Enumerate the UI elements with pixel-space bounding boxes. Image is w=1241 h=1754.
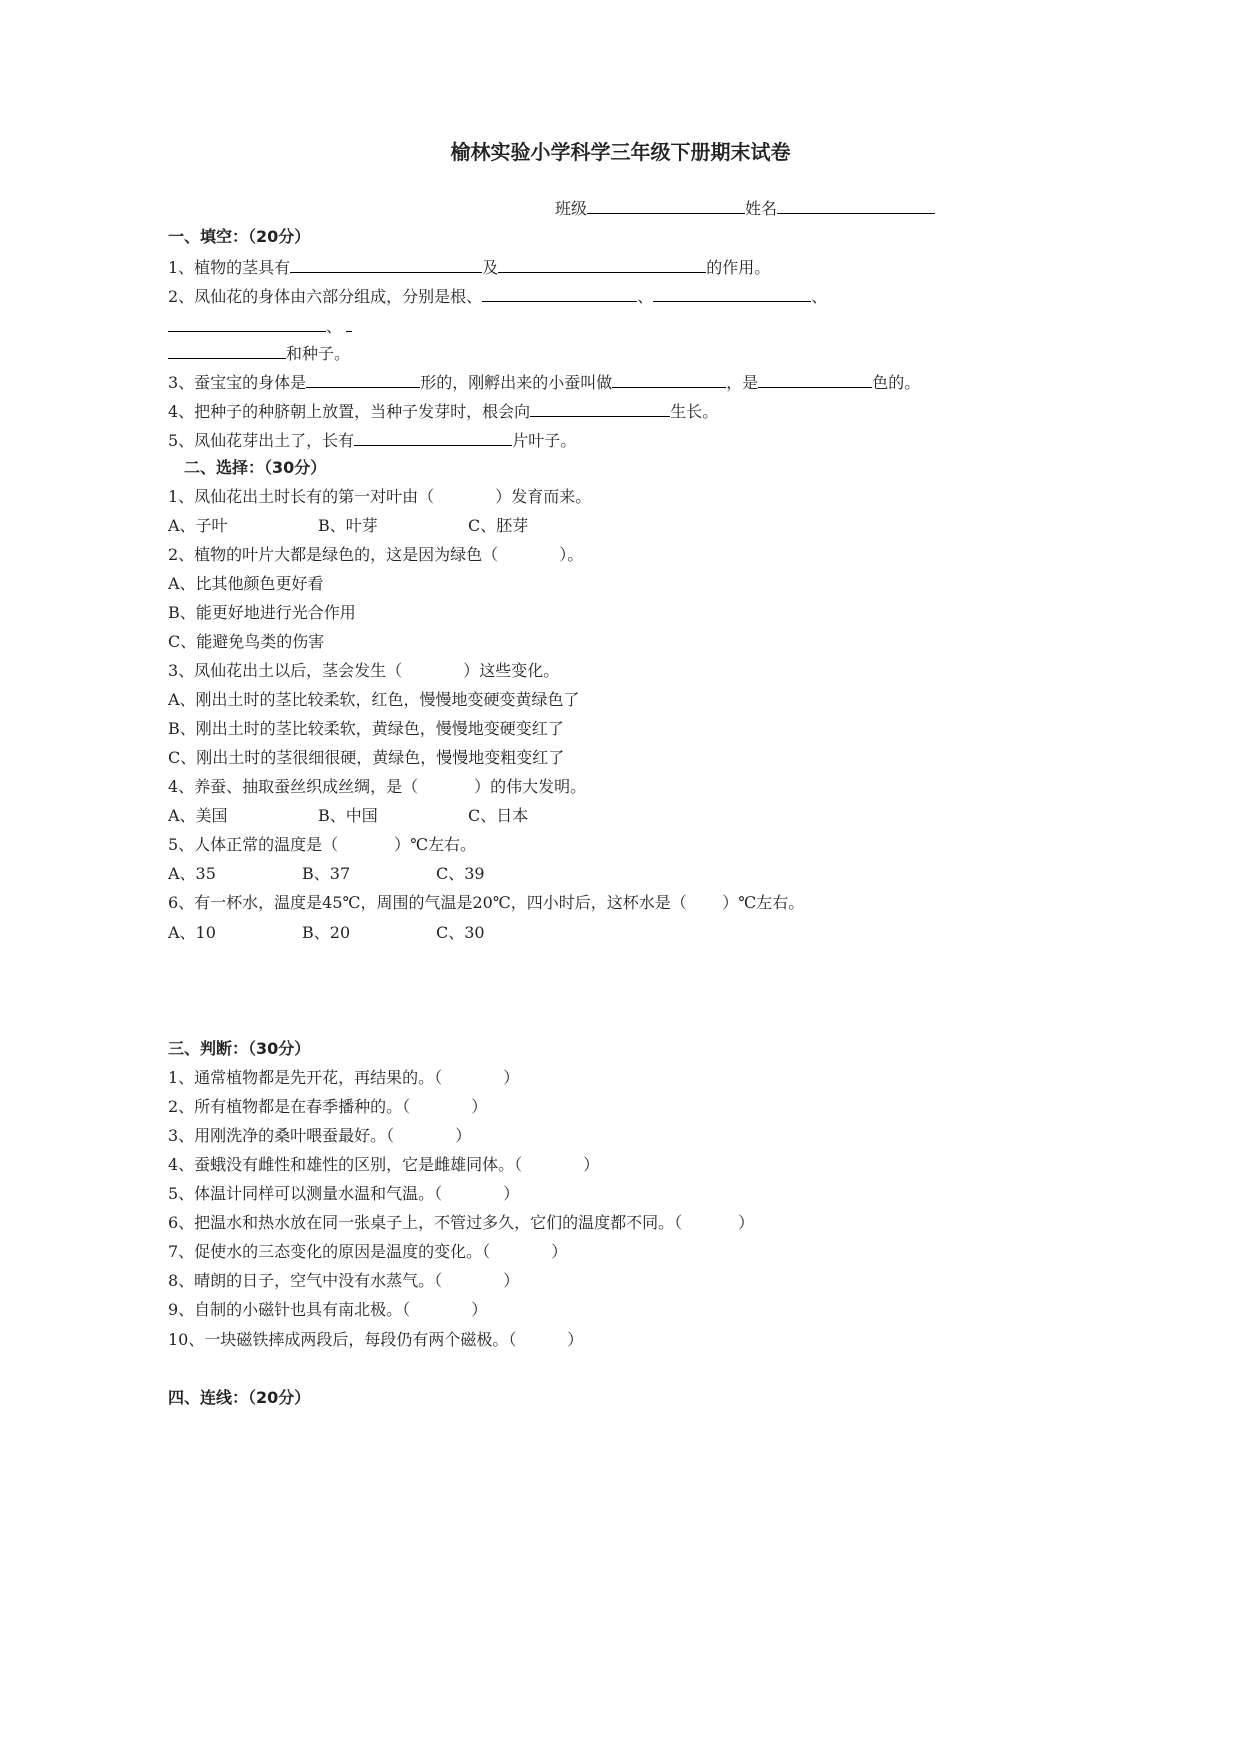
q-text: 3、蚕宝宝的身体是 bbox=[168, 373, 307, 392]
student-info bbox=[555, 197, 935, 219]
option-c[interactable]: C、能避免鸟类的伤害 bbox=[168, 632, 325, 651]
option-b[interactable]: B、刚出土时的茎比较柔软，黄绿色，慢慢地变硬变红了 bbox=[168, 719, 564, 738]
judge-item: 2、所有植物都是在春季播种的。（ ） bbox=[168, 1097, 488, 1116]
judge-item: 3、用刚洗净的桑叶喂蚕最好。（ ） bbox=[168, 1126, 472, 1145]
section-2-heading: 二、选择：（30分） bbox=[184, 458, 327, 477]
answer-blank[interactable] bbox=[653, 285, 811, 302]
option-c[interactable]: C、日本 bbox=[468, 806, 529, 825]
judge-item: 4、蚕蛾没有雌性和雄性的区别，它是雌雄同体。（ ） bbox=[168, 1155, 600, 1174]
judge-item: 7、促使水的三态变化的原因是温度的变化。（ ） bbox=[168, 1242, 568, 1261]
answer-blank[interactable] bbox=[530, 400, 670, 417]
answer-blank[interactable] bbox=[168, 342, 286, 359]
q-text: 5、凤仙花芽出土了，长有 bbox=[168, 431, 355, 450]
answer-blank[interactable] bbox=[758, 371, 872, 388]
option-a[interactable]: A、35 bbox=[168, 864, 216, 883]
option-b[interactable]: B、37 bbox=[302, 864, 351, 883]
fill-question-1 bbox=[168, 256, 770, 278]
name-label: 姓名 bbox=[745, 199, 778, 218]
fill-question-3 bbox=[168, 371, 920, 393]
q-text: 的作用。 bbox=[706, 258, 771, 277]
option-c[interactable]: C、胚芽 bbox=[468, 516, 529, 535]
q-text: 生长。 bbox=[670, 402, 719, 421]
answer-blank[interactable] bbox=[498, 256, 706, 273]
q-text: 色的。 bbox=[872, 373, 921, 392]
q-text: 形的，刚孵出来的小蚕叫做 bbox=[420, 373, 613, 392]
class-blank[interactable] bbox=[587, 197, 745, 214]
option-a[interactable]: A、10 bbox=[168, 923, 216, 942]
judge-item: 10、一块磁铁摔成两段后，每段仍有两个磁极。（ ） bbox=[168, 1330, 584, 1349]
option-b[interactable]: B、20 bbox=[302, 923, 351, 942]
option-a[interactable]: A、子叶 bbox=[168, 516, 228, 535]
fill-question-2-end bbox=[168, 342, 350, 364]
choice-question-1: 1、凤仙花出土时长有的第一对叶由（ ）发育而来。 bbox=[168, 487, 592, 506]
section-4-heading: 四、连线：（20分） bbox=[168, 1388, 311, 1407]
option-a[interactable]: A、美国 bbox=[168, 806, 228, 825]
judge-item: 5、体温计同样可以测量水温和气温。（ ） bbox=[168, 1184, 520, 1203]
answer-blank[interactable] bbox=[354, 429, 512, 446]
option-a[interactable]: A、比其他颜色更好看 bbox=[168, 574, 324, 593]
judge-item: 9、自制的小磁针也具有南北极。（ ） bbox=[168, 1300, 488, 1319]
answer-blank[interactable] bbox=[346, 315, 352, 332]
choice-question-4: 4、养蚕、抽取蚕丝织成丝绸，是（ ）的伟大发明。 bbox=[168, 777, 587, 796]
answer-blank[interactable] bbox=[482, 285, 637, 302]
q-text: 4、把种子的种脐朝上放置，当种子发芽时，根会向 bbox=[168, 402, 531, 421]
q-text: ，是 bbox=[726, 373, 759, 392]
choice-question-3: 3、凤仙花出土以后，茎会发生（ ）这些变化。 bbox=[168, 661, 560, 680]
choice-question-5: 5、人体正常的温度是（ ）℃左右。 bbox=[168, 835, 477, 854]
judge-item: 6、把温水和热水放在同一张桌子上，不管过多久，它们的温度都不同。（ ） bbox=[168, 1213, 755, 1232]
section-3-heading: 三、判断：（30分） bbox=[168, 1039, 311, 1058]
fill-question-2 bbox=[168, 285, 827, 307]
answer-blank[interactable] bbox=[612, 371, 726, 388]
judge-item: 8、晴朗的日子，空气中没有水蒸气。（ ） bbox=[168, 1271, 520, 1290]
choice-question-6: 6、有一杯水，温度是45℃，周围的气温是20℃，四小时后，这杯水是（ ）℃左右。 bbox=[168, 893, 805, 912]
option-b[interactable]: B、中国 bbox=[318, 806, 378, 825]
q-text: 及 bbox=[482, 258, 499, 277]
option-a[interactable]: A、刚出土时的茎比较柔软，红色，慢慢地变硬变黄绿色了 bbox=[168, 690, 580, 709]
name-blank[interactable] bbox=[777, 197, 935, 214]
q-text: 2、凤仙花的身体由六部分组成，分别是根、 bbox=[168, 287, 483, 306]
fill-question-2-cont bbox=[168, 315, 352, 337]
q-text: 1、植物的茎具有 bbox=[168, 258, 291, 277]
class-label: 班级 bbox=[555, 199, 588, 218]
judge-item: 1、通常植物都是先开花，再结果的。（ ） bbox=[168, 1068, 520, 1087]
section-1-heading: 一、填空：（20分） bbox=[168, 227, 311, 246]
fill-question-4 bbox=[168, 400, 718, 422]
option-c[interactable]: C、刚出土时的茎很细很硬，黄绿色，慢慢地变粗变红了 bbox=[168, 748, 565, 767]
q-text: 片叶子。 bbox=[512, 431, 577, 450]
option-c[interactable]: C、39 bbox=[436, 864, 485, 883]
choice-question-2: 2、植物的叶片大都是绿色的，这是因为绿色（ ）。 bbox=[168, 545, 584, 564]
q-text: 、 bbox=[637, 287, 654, 306]
option-b[interactable]: B、叶芽 bbox=[318, 516, 378, 535]
answer-blank[interactable] bbox=[168, 315, 326, 332]
page-title: 榆林实验小学科学三年级下册期末试卷 bbox=[450, 140, 791, 164]
answer-blank[interactable] bbox=[290, 256, 482, 273]
option-c[interactable]: C、30 bbox=[436, 923, 485, 942]
q-text: 、 bbox=[811, 287, 828, 306]
answer-blank[interactable] bbox=[306, 371, 420, 388]
q-text: 、 bbox=[326, 317, 343, 336]
option-b[interactable]: B、能更好地进行光合作用 bbox=[168, 603, 356, 622]
q-text: 和种子。 bbox=[286, 344, 351, 363]
fill-question-5 bbox=[168, 429, 576, 451]
